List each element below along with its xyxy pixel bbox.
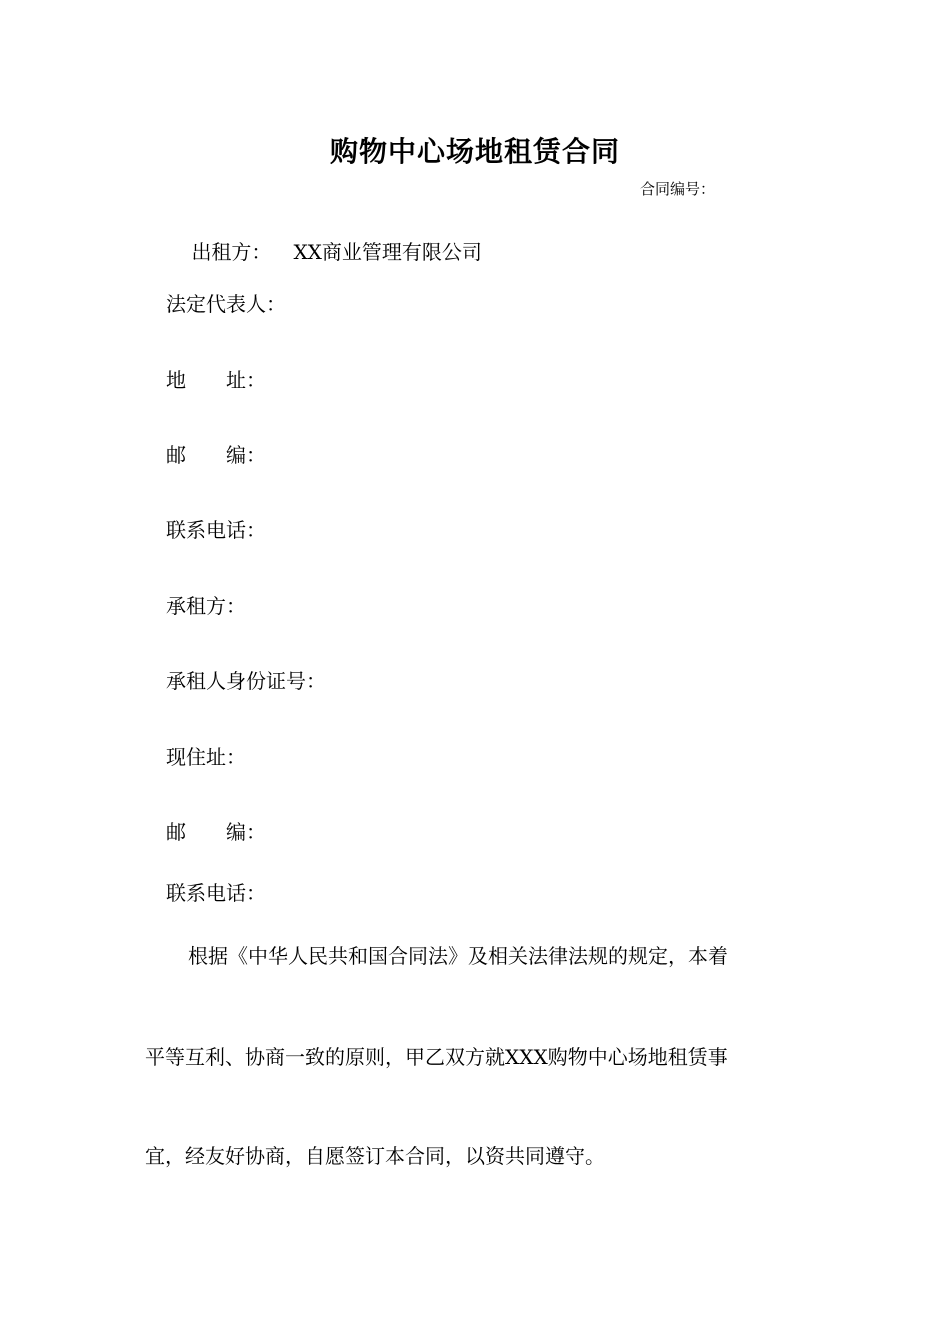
lessee-address-label: 现住址： bbox=[166, 745, 246, 769]
preamble-line-1: 根据《中华人民共和国合同法》及相关法律法规的规定，本着 bbox=[188, 944, 728, 968]
lessee-phone-label: 联系电话： bbox=[166, 881, 266, 905]
lessee-label: 承租方： bbox=[166, 594, 246, 618]
lessor-phone-label: 联系电话： bbox=[166, 518, 266, 542]
lessor-legal-rep-label: 法定代表人： bbox=[166, 292, 286, 316]
document-title: 购物中心场地租赁合同 bbox=[329, 135, 620, 168]
preamble-line-2: 平等互利、协商一致的原则，甲乙双方就XXX购物中心场地租赁事 bbox=[145, 1045, 728, 1069]
lessor-line bbox=[166, 212, 482, 289]
lessor-name: XX商业管理有限公司 bbox=[293, 240, 482, 264]
lessee-id-label: 承租人身份证号： bbox=[166, 669, 326, 693]
contract-number-label: 合同编号： bbox=[640, 180, 716, 198]
lessee-postcode-label: 邮 编： bbox=[166, 820, 266, 844]
preamble-line-3: 宜，经友好协商，自愿签订本合同，以资共同遵守。 bbox=[145, 1144, 605, 1168]
lessor-label: 出租方： bbox=[191, 240, 272, 264]
lessor-address-label: 地 址： bbox=[166, 368, 266, 392]
lessor-postcode-label: 邮 编： bbox=[166, 443, 266, 467]
